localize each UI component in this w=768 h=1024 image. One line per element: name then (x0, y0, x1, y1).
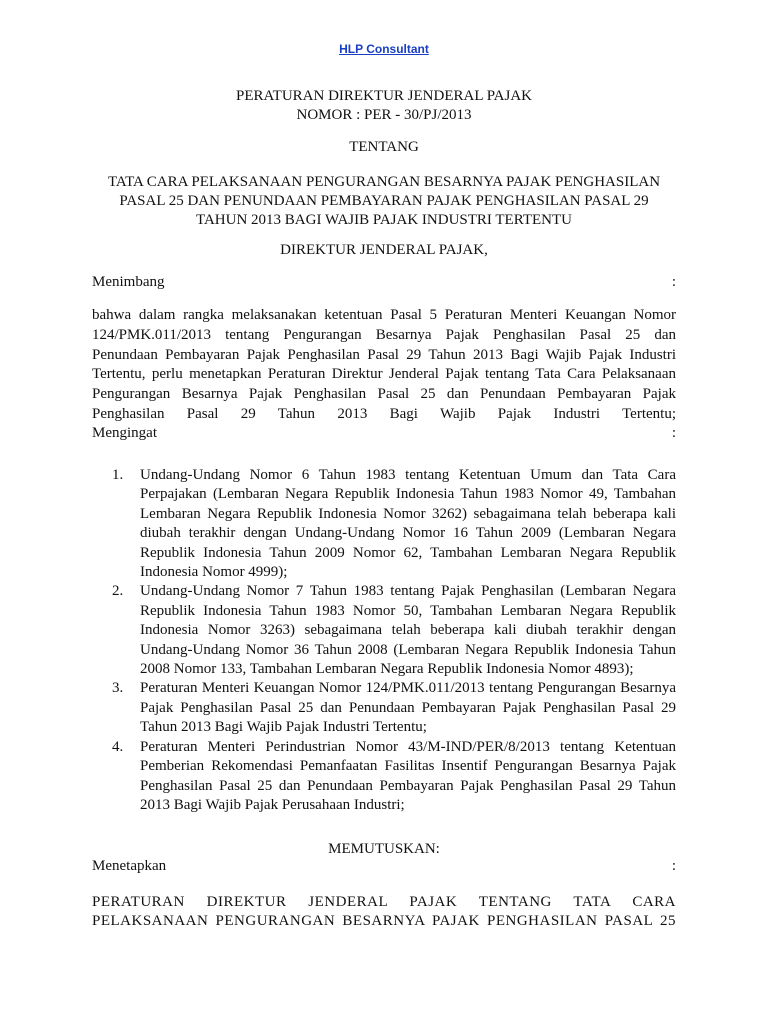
title-line-1: PERATURAN DIREKTUR JENDERAL PAJAK (236, 88, 532, 104)
final-line-1: PERATURAN DIREKTUR JENDERAL PAJAK TENTANG TATA CARA (92, 894, 676, 910)
subject-line-2: PASAL 25 DAN PENUNDAAN PEMBAYARAN PAJAK PENGHASILAN PASAL 29 (119, 193, 649, 209)
list-item (92, 679, 676, 737)
list-item-number: 3. (112, 680, 124, 697)
menimbang-line-2: 124/PMK.011/2013 tentang Pengurangan Besarnya Pajak Penghasilan Pasal 25 dan (92, 326, 676, 343)
list-item-text: Undang-Undang Nomor 6 Tahun 1983 tentang Ketentuan Umum dan Tata Cara Perpajakan (Lembaran Negara Republik Indonesia Tahun 1983 Nomor 49, Tambahan Lembaran Negara Republik Indonesia Nomor 3262) sebagaimana telah beberapa kali diubah terakhir dengan Undang-Undang Nomor 16 Tahun 2009 (Lembaran Negara Republik Indonesia Tahun 2009 Nomor 62, Tambahan Lembaran Negara Republik Indonesia Nomor 4999); (140, 467, 676, 581)
memutuskan-heading: MEMUTUSKAN: (328, 841, 440, 857)
mengingat-label: Mengingat (92, 425, 157, 441)
menimbang-line-3: Penundaan Pembayaran Pajak Penghasilan Pasal 29 Tahun 2013 Bagi Wajib Pajak Industri (92, 346, 676, 363)
final-line-2: PELAKSANAAN PENGURANGAN BESARNYA PAJAK PENGHASILAN PASAL 25 (92, 913, 676, 929)
list-item (92, 466, 676, 582)
subject-line-3: TAHUN 2013 BAGI WAJIB PAJAK INDUSTRI TERTENTU (196, 212, 572, 228)
menimbang-line-5: Pengurangan Besarnya Pajak Penghasilan Pasal 25 dan Penundaan Pembayaran Pajak (92, 386, 676, 403)
hlp-consultant-link[interactable]: HLP Consultant (339, 42, 429, 56)
menimbang-line-4: Tertentu, perlu menetapkan Peraturan Direktur Jenderal Pajak tentang Tata Cara Pelaksanaan (92, 366, 676, 383)
mengingat-row (92, 424, 676, 443)
list-item-text: Peraturan Menteri Keuangan Nomor 124/PMK.011/2013 tentang Pengurangan Besarnya Pajak Penghasilan Pasal 25 dan Penundaan Pembayaran Pajak Penghasilan Pasal 29 Tahun 2013 Bagi Wajib Pajak Industri Tertentu; (140, 680, 676, 736)
title-line-2: NOMOR : PER - 30/PJ/2013 (296, 107, 472, 123)
issuer-heading: DIREKTUR JENDERAL PAJAK, (280, 242, 488, 258)
list-item-number: 2. (112, 583, 124, 600)
menetapkan-row (92, 857, 676, 876)
menetapkan-label: Menetapkan (92, 858, 167, 874)
menimbang-colon: : (671, 274, 676, 290)
mengingat-list (92, 466, 676, 815)
tentang-heading: TENTANG (349, 139, 419, 155)
menimbang-paragraph (92, 306, 676, 425)
list-item-text: Undang-Undang Nomor 7 Tahun 1983 tentang Pajak Penghasilan (Lembaran Negara Republik Indonesia Tahun 1983 Nomor 50, Tambahan Lembaran Negara Republik Indonesia Nomor 3263) sebagaimana telah beberapa kali diubah terakhir dengan Undang-Undang Nomor 36 Tahun 2008 (Lembaran Negara Republik Indonesia Tahun 2008 Nomor 133, Tambahan Lembaran Negara Republik Indonesia Nomor 4893); (140, 583, 676, 678)
list-item-number: 4. (112, 738, 124, 755)
menimbang-row (92, 273, 676, 292)
regulation-subject (92, 173, 676, 230)
subject-line-1: TATA CARA PELAKSANAAN PENGURANGAN BESARNYA PAJAK PENGHASILAN (107, 174, 661, 190)
menimbang-line-1: bahwa dalam rangka melaksanakan ketentuan Pasal 5 Peraturan Menteri Keuangan Nomor (92, 307, 676, 323)
list-item (92, 582, 676, 679)
list-item-number: 1. (112, 467, 124, 483)
list-item-text: Peraturan Menteri Perindustrian Nomor 43/M-IND/PER/8/2013 tentang Ketentuan Pemberian Rekomendasi Pemanfaatan Fasilitas Insentif Pengurangan Besarnya Pajak Penghasilan Pasal 25 dan Penundaan Pembayaran Pajak Penghasilan Pasal 29 Tahun 2013 Bagi Wajib Pajak Perusahaan Industri; (140, 738, 676, 813)
menetapkan-colon: : (671, 858, 676, 874)
menimbang-line-6: Penghasilan Pasal 29 Tahun 2013 Bagi Wajib Pajak Industri Tertentu; (92, 405, 676, 422)
mengingat-colon: : (671, 425, 676, 441)
regulation-title (92, 87, 676, 125)
list-item (92, 738, 676, 816)
menimbang-label: Menimbang (92, 274, 165, 290)
